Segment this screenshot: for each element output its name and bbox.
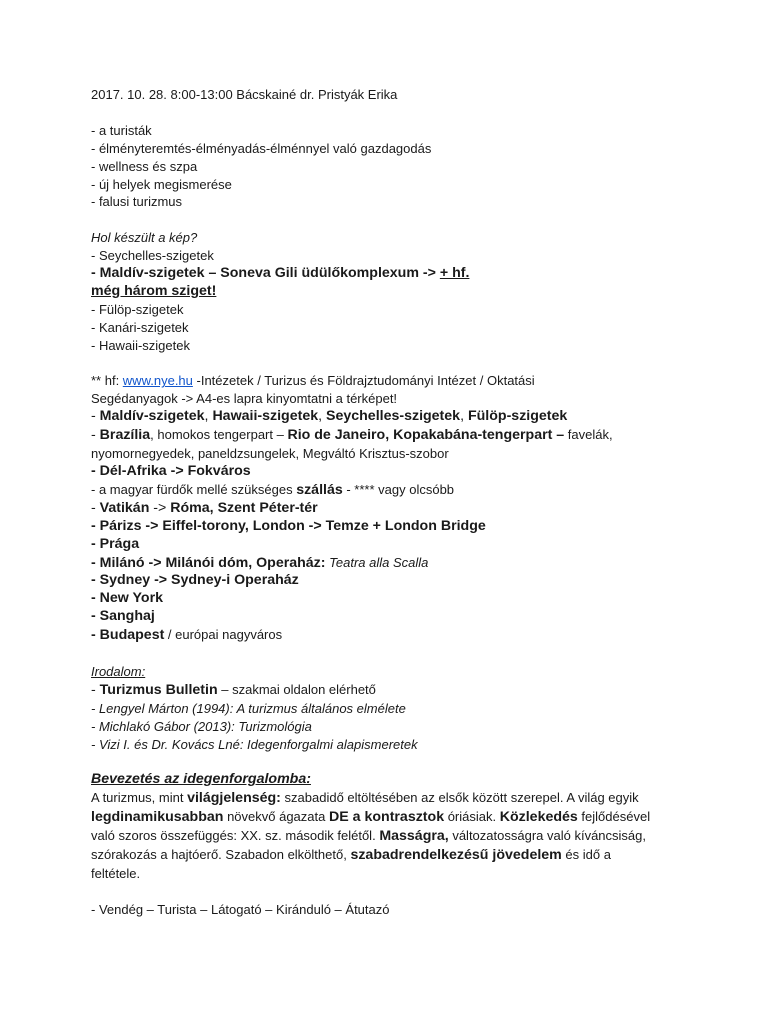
section-title: Bevezetés az idegenforgalomba: bbox=[91, 771, 311, 788]
date-header: 2017. 10. 28. 8:00-13:00 Bácskainé dr. Pristyák Erika bbox=[91, 87, 398, 102]
brazil-line-2: nyomornegyedek, paneldzsungelek, Megváltó Krisztus-szobor bbox=[91, 446, 449, 462]
brazil-line: - Brazília, homokos tengerpart – Rio de Janeiro, Kopakabána-tengerpart – favelák, bbox=[91, 427, 613, 444]
footer-line: - Vendég – Turista – Látogató – Kiránduló – Átutazó bbox=[91, 901, 390, 917]
list-item: - Fülöp-szigetek bbox=[91, 301, 184, 317]
homework-mark: + hf. bbox=[439, 265, 470, 282]
bulletin-line: - Turizmus Bulletin – szakmai oldalon elérhető bbox=[91, 681, 376, 698]
vatikan-line: - Vatikán -> Róma, Szent Péter-tér bbox=[91, 499, 318, 516]
parizs-line: - Párizs -> Eiffel-torony, London -> Temze + London Bridge bbox=[91, 517, 486, 534]
praga-line: - Prága bbox=[91, 535, 140, 552]
literature-item: - Lengyel Márton (1994): A turizmus általános elmélete bbox=[91, 700, 406, 716]
paragraph-line: legdinamikusabban növekvő ágazata DE a kontrasztok óriásiak. Közlekedés fejlődésével bbox=[91, 809, 651, 826]
document-body bbox=[91, 86, 691, 919]
homework-line-2: Segédanyagok -> A4-es lapra kinyomtatni a térképet! bbox=[91, 391, 398, 407]
question-title: Hol készült a kép? bbox=[91, 230, 198, 246]
paragraph-line: feltétele. bbox=[91, 865, 141, 881]
milano-line: - Milánó -> Milánói dóm, Operaház: Teatra alla Scalla bbox=[91, 554, 429, 571]
furdok-line: - a magyar fürdők mellé szükséges szállás - **** vagy olcsóbb bbox=[91, 481, 455, 498]
maldiv-line bbox=[91, 265, 691, 283]
literature-title: Irodalom: bbox=[91, 663, 146, 679]
newyork-line: - New York bbox=[91, 590, 164, 607]
sydney-line: - Sydney -> Sydney-i Operaház bbox=[91, 572, 299, 589]
literature-item: - Michlakó Gábor (2013): Turizmológia bbox=[91, 718, 312, 734]
homework-suffix: -Intézetek / Turizus és Földrajztudományi Intézet / Oktatási bbox=[192, 373, 535, 389]
list-item: - élményteremtés-élményadás-élménnyel való gazdagodás bbox=[91, 140, 432, 156]
list-item: - falusi turizmus bbox=[91, 194, 183, 210]
maldiv-line-2: még három sziget! bbox=[91, 282, 217, 299]
list-item: - Kanári-szigetek bbox=[91, 319, 189, 335]
nye-link[interactable]: www.nye.hu bbox=[122, 373, 193, 389]
budapest-line: - Budapest / európai nagyváros bbox=[91, 627, 283, 644]
sanghaj-line: - Sanghaj bbox=[91, 608, 155, 625]
list-item: - a turisták bbox=[91, 122, 152, 138]
literature-item: - Vizi I. és Dr. Kovács Lné: Idegenforgalmi alapismeretek bbox=[91, 736, 418, 752]
paragraph-line: való szoros összefüggés: XX. sz. második felétől. Masságra, változatosságra való kíváncsiság, bbox=[91, 828, 646, 845]
list-item: - új helyek megismerése bbox=[91, 176, 232, 192]
islands-line: - Maldív-szigetek, Hawaii-szigetek, Seychelles-szigetek, Fülöp-szigetek bbox=[91, 408, 568, 425]
list-item: - Seychelles-szigetek bbox=[91, 248, 214, 264]
list-item: - Hawaii-szigetek bbox=[91, 337, 190, 353]
paragraph-line: szórakozás a hajtóerő. Szabadon elkölthető, szabadrendelkezésű jövedelem és idő a bbox=[91, 846, 611, 863]
paragraph-line: A turizmus, mint világjelenség: szabadidő eltöltésében az elsők között szerepel. A világ egyik bbox=[91, 790, 639, 807]
maldiv-text: - Maldív-szigetek – Soneva Gili üdülőkomplexum -> bbox=[91, 265, 440, 282]
homework-prefix: ** hf: bbox=[91, 373, 123, 389]
delafrika-line: - Dél-Afrika -> Fokváros bbox=[91, 462, 251, 479]
homework-line bbox=[91, 372, 691, 390]
list-item: - wellness és szpa bbox=[91, 158, 198, 174]
